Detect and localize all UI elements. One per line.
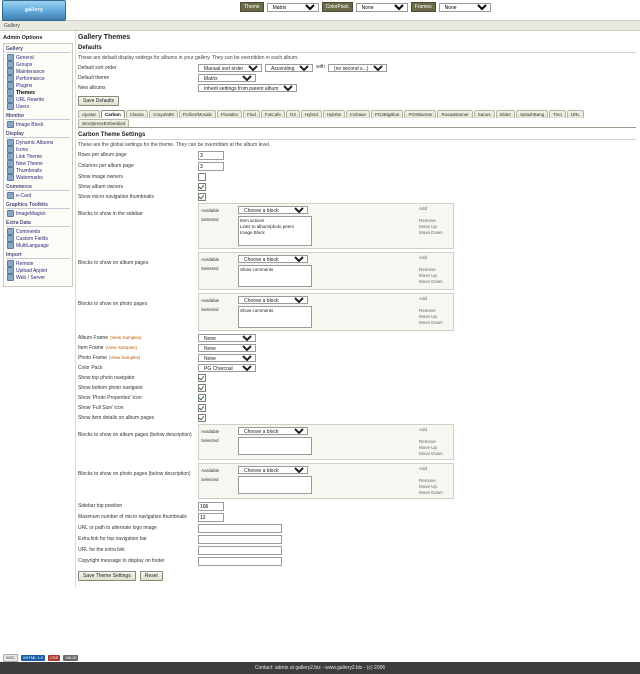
badge-valid[interactable]: VALID — [65, 655, 77, 660]
theme-settings-check-rows — [78, 374, 636, 422]
frame-row — [78, 334, 636, 342]
text-setting-row — [78, 546, 636, 555]
theme-settings-block-pickers-2 — [78, 424, 636, 499]
setting-row — [78, 374, 636, 382]
footer-badges — [0, 654, 640, 662]
selected-blocks-list[interactable] — [238, 216, 312, 246]
text-setting-input[interactable] — [198, 557, 282, 566]
block-action-button[interactable]: Move Up — [419, 224, 438, 229]
text-setting-input[interactable] — [198, 535, 282, 544]
setting-row — [78, 384, 636, 392]
sidebar-item-url-rewrite[interactable] — [6, 96, 70, 103]
view-samples-link[interactable]: (View Samples) — [105, 345, 137, 350]
block-action-button[interactable]: Remove — [419, 308, 436, 313]
remote-icon — [7, 260, 14, 267]
sidebar-item-label: Performance — [16, 75, 45, 82]
setting-label: Show top photo navigator — [78, 375, 135, 381]
setting-checkbox[interactable] — [198, 414, 206, 422]
block-picker-row — [78, 424, 636, 460]
sidebar-group — [6, 202, 70, 217]
setting-label: Show bottom photo navigator — [78, 385, 144, 391]
default-sort-order-select[interactable] — [198, 64, 262, 72]
selected-label: Selected — [201, 477, 219, 482]
sidebar-item-label: Themes — [16, 89, 35, 96]
sidebar-item-label: Maintenance — [16, 68, 45, 75]
sidebar-group — [6, 220, 70, 249]
setting-row — [78, 414, 636, 422]
sort-direction-select[interactable] — [265, 64, 313, 72]
block-action-button[interactable]: Move Down — [419, 230, 443, 235]
watermark-icon — [7, 174, 14, 181]
new-albums-label: New albums — [78, 85, 106, 91]
selected-blocks-list[interactable] — [238, 306, 312, 328]
list-item[interactable]: Links to album/photo peers — [240, 224, 295, 229]
breadcrumb-gallery[interactable]: Gallery — [4, 22, 20, 29]
block-action-button[interactable]: Move Down — [419, 490, 443, 495]
available-label: Available — [201, 468, 220, 473]
theme-settings-description: These are the global settings for the theme. They can be overridden at the album level. — [78, 142, 271, 148]
frame-label-text: Item Frame — [78, 345, 104, 351]
sidebar-group — [6, 113, 70, 128]
frame-select[interactable] — [198, 334, 256, 342]
tab-hybrite[interactable]: Hybrite — [323, 110, 345, 118]
sidebar-item-maintenance[interactable] — [6, 68, 70, 75]
page-title: Gallery Themes — [78, 34, 131, 41]
selected-label: Selected — [201, 438, 219, 443]
sidebar-item-upload-applet[interactable] — [6, 267, 70, 274]
block-picker — [198, 424, 454, 460]
setting-row — [78, 162, 636, 171]
group-icon — [7, 61, 14, 68]
frame-select[interactable] — [198, 354, 256, 362]
sidebar-item-label: Groups — [16, 61, 33, 68]
sidebar-item-label: Link Theme — [16, 153, 43, 160]
setting-checkbox[interactable] — [198, 374, 206, 382]
add-block-button[interactable]: Add — [419, 255, 428, 260]
default-theme-label: Default theme — [78, 75, 110, 81]
selected-label: Selected — [201, 266, 219, 271]
setting-label: Show item details on album pages — [78, 415, 155, 421]
defaults-heading: Defaults — [78, 45, 636, 53]
list-item[interactable]: Item actions — [240, 218, 265, 223]
breadcrumb — [0, 21, 640, 31]
sidebar-item-plugins[interactable] — [6, 82, 70, 89]
block-action-button[interactable]: Remove — [419, 267, 436, 272]
block-picker — [198, 463, 454, 499]
tab-hybrid[interactable]: Hybrid — [301, 110, 322, 118]
setting-row — [78, 173, 636, 181]
theme-label: Theme — [240, 2, 264, 12]
setting-row — [78, 394, 636, 402]
text-setting-label: URL for the extra link — [78, 547, 125, 553]
sidebar-title: Admin Options — [3, 35, 43, 41]
available-label: Available — [201, 429, 220, 434]
block-picker-row — [78, 463, 636, 499]
setting-label: Show 'Full Size' icon — [78, 405, 124, 411]
sidebar-item-label: Dynamic Albums — [16, 139, 54, 146]
badge-xhtml[interactable]: XHTML 1.0 — [22, 655, 43, 660]
tab-flud[interactable]: Flud — [243, 110, 260, 118]
color-pack-label: Color Pack — [78, 365, 103, 371]
frame-label — [78, 344, 198, 351]
available-block-select[interactable] — [238, 206, 308, 214]
link-theme-icon — [7, 153, 14, 160]
sidebar-item-link-theme[interactable] — [6, 153, 70, 160]
sidebar-item-image-block[interactable] — [6, 121, 70, 128]
block-action-button[interactable]: Move Up — [419, 314, 438, 319]
available-label: Available — [201, 208, 220, 213]
block-picker-label: Blocks to show in the sidebar — [78, 211, 143, 217]
sidebar-item-watermarks[interactable] — [6, 174, 70, 181]
available-block-select[interactable] — [238, 466, 308, 474]
sidebar — [0, 31, 75, 287]
badge-w3c[interactable]: W3C — [3, 654, 18, 662]
view-samples-link[interactable]: (View Samples) — [110, 335, 142, 340]
frame-label-text: Album Frame — [78, 335, 109, 341]
tab-splashbang[interactable]: SplashBang — [516, 110, 548, 118]
sidebar-item-performance[interactable] — [6, 75, 70, 82]
add-block-button[interactable]: Add — [419, 296, 428, 301]
wrench-icon — [7, 68, 14, 75]
frame-row — [78, 354, 636, 362]
sidebar-group — [6, 131, 70, 181]
available-block-select[interactable] — [238, 296, 308, 304]
tab-slider[interactable]: Slider — [496, 110, 516, 118]
content-area — [75, 31, 640, 587]
list-item[interactable]: Image Block — [240, 230, 265, 235]
text-setting-row — [78, 513, 636, 522]
tab-g3[interactable]: G3 — [286, 110, 300, 118]
theme-settings-heading: Carbon Theme Settings — [78, 132, 636, 140]
sidebar-item-users[interactable] — [6, 103, 70, 110]
tab-pgsbanner[interactable]: PGSBanner — [404, 110, 436, 118]
theme-settings-text-rows — [78, 502, 636, 566]
icons-icon — [7, 146, 14, 153]
setting-checkbox[interactable] — [198, 384, 206, 392]
frame-label-text: Photo Frame — [78, 355, 107, 361]
tab-pg2bigblue[interactable]: PG2BigBlue — [371, 110, 404, 118]
server-icon — [7, 274, 14, 281]
sidebar-group-head: Commerce — [6, 184, 70, 191]
default-theme-select[interactable] — [198, 74, 256, 82]
theme-settings-simple-rows — [78, 151, 636, 201]
selected-blocks-list[interactable] — [238, 265, 312, 287]
gallery-logo: gallery — [2, 0, 66, 21]
setting-checkbox[interactable] — [198, 183, 206, 191]
sidebar-item-label: Web / Server — [16, 274, 46, 281]
tab-incbase[interactable]: Incbase — [346, 110, 370, 118]
magick-icon — [7, 210, 14, 217]
new-albums-select[interactable] — [198, 84, 297, 92]
text-setting-label: Maximum number of micro navigation thumbnails — [78, 514, 187, 520]
setting-label: Show image owners — [78, 174, 124, 180]
color-pack-row — [78, 364, 636, 372]
block-action-button[interactable]: Move Up — [419, 273, 438, 278]
selected-label: Selected — [201, 217, 219, 222]
gear-icon — [7, 54, 14, 61]
sidebar-item-label: General — [16, 54, 34, 61]
sidebar-item-label: MultiLanguage — [16, 242, 49, 249]
sidebar-item-general[interactable] — [6, 54, 70, 61]
sidebar-item-remote[interactable] — [6, 260, 70, 267]
tab-fotcafe[interactable]: FotCafe — [261, 110, 285, 118]
setting-input[interactable] — [198, 151, 224, 160]
frame-row — [78, 344, 636, 352]
block-action-button[interactable]: Remove — [419, 218, 436, 223]
color-pack-select[interactable] — [198, 364, 256, 372]
top-bar — [0, 0, 640, 21]
gauge-icon — [7, 75, 14, 82]
sidebar-item-label: ImageMagick — [16, 210, 46, 217]
sidebar-item-icons[interactable] — [6, 146, 70, 153]
text-setting-label: Sidebar top position — [78, 503, 123, 509]
secondary-sort-select[interactable] — [328, 64, 387, 72]
lang-icon — [7, 242, 14, 249]
block-action-button[interactable]: Move Up — [419, 445, 438, 450]
setting-row — [78, 404, 636, 412]
block-action-button[interactable]: Move Up — [419, 484, 438, 489]
sidebar-item-label: e-Card — [16, 192, 32, 199]
sidebar-item-label: Upload Applet — [16, 267, 48, 274]
sidebar-item-custom-fields[interactable] — [6, 235, 70, 242]
plug-icon — [7, 82, 14, 89]
sidebar-item-themes[interactable] — [6, 89, 70, 96]
colorpack-select[interactable] — [356, 3, 408, 12]
tab-ajustar[interactable]: Ajustar — [78, 110, 100, 118]
sidebar-item-new-theme[interactable] — [6, 160, 70, 167]
user-icon — [7, 103, 14, 110]
text-setting-row — [78, 557, 636, 566]
setting-checkbox[interactable] — [198, 394, 206, 402]
new-albums-row — [78, 84, 636, 92]
tab-rosasbanner[interactable]: RosasBanner — [437, 110, 472, 118]
theme-settings-block-pickers — [78, 203, 636, 331]
default-theme-row — [78, 74, 636, 82]
setting-checkbox[interactable] — [198, 173, 206, 181]
sidebar-item-label: Comments — [16, 228, 41, 235]
setting-label: Columns per album page — [78, 163, 134, 169]
sidebar-item-web-server[interactable] — [6, 274, 70, 281]
sidebar-item-label: Custom Fields — [16, 235, 48, 242]
copyright-text: Contact: admin at gallery2.biz - www.gallery2.biz - (c) 2006 — [254, 665, 386, 671]
theme-settings-frame-rows — [78, 334, 636, 362]
selected-blocks-list[interactable] — [238, 476, 312, 494]
sidebar-group-head: Display — [6, 131, 70, 138]
setting-input[interactable] — [198, 162, 224, 171]
sidebar-item-label: Thumbnails — [16, 167, 42, 174]
tab-url[interactable]: URL — [567, 110, 584, 118]
text-setting-input[interactable] — [198, 513, 224, 522]
frames-label: Frames — [411, 2, 436, 12]
block-picker-row — [78, 252, 636, 290]
sidebar-group-head: Import — [6, 252, 70, 259]
tab-tino[interactable]: Tino — [549, 110, 566, 118]
list-item[interactable]: Show comments — [240, 308, 274, 313]
block-picker-label: Blocks to show on photo pages (below description) — [78, 471, 191, 477]
sidebar-item-label: Remote — [16, 260, 34, 267]
sidebar-item-thumbnails[interactable] — [6, 167, 70, 174]
sidebar-group — [6, 184, 70, 199]
tab-carbon[interactable]: Carbon — [101, 110, 125, 118]
page-body — [0, 31, 640, 587]
text-setting-label: Extra link for top navigation bar — [78, 536, 147, 542]
block-action-button[interactable]: Move Down — [419, 451, 443, 456]
block-picker-label: Blocks to show on album pages (below description) — [78, 432, 192, 438]
available-label: Available — [201, 298, 220, 303]
block-action-button[interactable]: Remove — [419, 478, 436, 483]
frame-select[interactable] — [198, 344, 256, 352]
block-action-button[interactable]: Move Down — [419, 320, 443, 325]
block-action-button[interactable]: Remove — [419, 439, 436, 444]
block-action-button[interactable]: Move Down — [419, 279, 443, 284]
setting-checkbox[interactable] — [198, 193, 206, 201]
sidebar-box — [3, 43, 73, 287]
sidebar-group-head: Graphics Toolkits — [6, 202, 70, 209]
text-setting-row — [78, 502, 636, 511]
sidebar-item-multilanguage[interactable] — [6, 242, 70, 249]
save-defaults-button[interactable]: Save Defaults — [78, 96, 119, 106]
block-picker-row — [78, 293, 636, 331]
sidebar-item-comments[interactable] — [6, 228, 70, 235]
upload-icon — [7, 267, 14, 274]
theme-select[interactable] — [267, 3, 319, 12]
sidebar-item-label: Watermarks — [16, 174, 43, 181]
block-picker — [198, 203, 454, 249]
text-setting-row — [78, 535, 636, 544]
setting-label: Show 'Photo Properties' icon — [78, 395, 142, 401]
comment-icon — [7, 228, 14, 235]
available-block-select[interactable] — [238, 427, 308, 435]
card-icon — [7, 192, 14, 199]
sidebar-item-e-card[interactable] — [6, 192, 70, 199]
sidebar-group — [6, 252, 70, 281]
selected-blocks-list[interactable] — [238, 437, 312, 455]
add-block-button[interactable]: Add — [419, 206, 428, 211]
setting-label: Show album owners — [78, 184, 124, 190]
theme-preview-controls — [240, 2, 491, 12]
sidebar-item-label: Users — [16, 103, 30, 110]
text-setting-label: Copyright message to display on footer — [78, 558, 165, 564]
setting-row — [78, 151, 636, 160]
sidebar-group-head: Extra Data — [6, 220, 70, 227]
frame-label — [78, 354, 198, 361]
reset-button[interactable]: Reset — [140, 571, 163, 581]
setting-checkbox[interactable] — [198, 404, 206, 412]
text-setting-input[interactable] — [198, 502, 224, 511]
badge-css[interactable]: CSS — [49, 655, 59, 660]
text-setting-input[interactable] — [198, 546, 282, 555]
selected-label: Selected — [201, 307, 219, 312]
sidebar-item-label: Image Block — [16, 121, 44, 128]
add-block-button[interactable]: Add — [419, 466, 428, 471]
frames-select[interactable] — [439, 3, 491, 12]
tab-floatdev[interactable]: Floatdev — [217, 110, 242, 118]
text-setting-label: URL or path to alternate logo image — [78, 525, 158, 531]
block-picker-label: Blocks to show on album pages — [78, 260, 149, 266]
view-samples-link[interactable]: (View Samples) — [108, 355, 141, 360]
bottom-bar — [0, 662, 640, 674]
new-theme-icon — [7, 160, 14, 167]
block-picker — [198, 293, 454, 331]
defaults-description: These are default display settings for albums in your gallery. They can be overridden in each album. — [78, 55, 299, 61]
palette-icon — [7, 89, 14, 96]
text-setting-row — [78, 524, 636, 533]
sidebar-group-head: Monitor — [6, 113, 70, 120]
sidebar-item-dynamic-albums[interactable] — [6, 139, 70, 146]
setting-label: Show micro navigation thumbnails — [78, 194, 154, 200]
default-sort-order-row — [78, 64, 636, 72]
block-picker-row — [78, 203, 636, 249]
album-icon — [7, 139, 14, 146]
tab-wordpressembedded[interactable]: WordpressEmbedded — [78, 119, 129, 127]
sidebar-item-imagemagick[interactable] — [6, 210, 70, 217]
thumb-icon — [7, 167, 14, 174]
block-picker — [198, 252, 454, 290]
tab-crayola99[interactable]: Crayola99 — [149, 110, 178, 118]
tab-fichier-mosaik[interactable]: Fichier/Mosaik — [179, 110, 216, 118]
link-icon — [7, 96, 14, 103]
block-picker-label: Blocks to show on photo pages — [78, 301, 148, 307]
save-theme-settings-button[interactable]: Save Theme Settings — [78, 571, 136, 581]
sidebar-item-label: URL Rewrite — [16, 96, 45, 103]
available-block-select[interactable] — [238, 255, 308, 263]
list-item[interactable]: Show comments — [240, 267, 274, 272]
sidebar-item-groups[interactable] — [6, 61, 70, 68]
setting-row — [78, 193, 636, 201]
sidebar-group — [6, 46, 70, 110]
sidebar-item-label: Icons — [16, 146, 28, 153]
available-label: Available — [201, 257, 220, 262]
fields-icon — [7, 235, 14, 242]
sort-with-text: with — [316, 64, 325, 70]
tab-classic[interactable]: Classic — [126, 110, 149, 118]
text-setting-input[interactable] — [198, 524, 282, 533]
tab-sanus[interactable]: Sanus — [474, 110, 495, 118]
sidebar-item-label: New Theme — [16, 160, 43, 167]
sidebar-group-head: Gallery — [6, 46, 70, 53]
sidebar-item-label: Plugins — [16, 82, 33, 89]
frame-label — [78, 334, 198, 341]
setting-label: Rows per album page — [78, 152, 127, 158]
default-sort-order-label: Default sort order — [78, 65, 117, 71]
setting-row — [78, 183, 636, 191]
add-block-button[interactable]: Add — [419, 427, 428, 432]
colorpack-label: ColorPack — [322, 2, 353, 12]
image-icon — [7, 121, 14, 128]
theme-tabs — [78, 110, 636, 128]
